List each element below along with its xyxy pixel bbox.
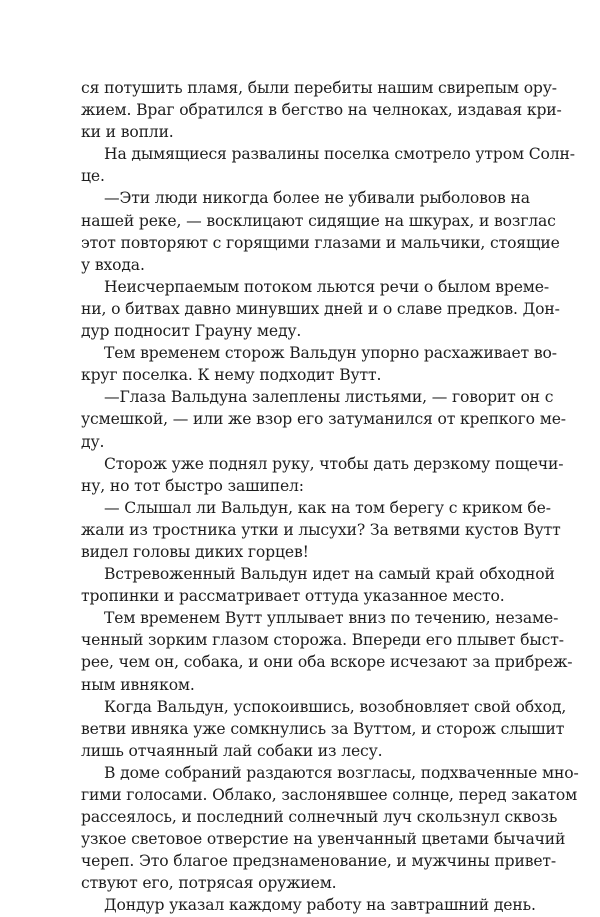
text-line: тропинки и рассматривает оттуда указанное место. [81, 587, 505, 606]
text-line: рее, чем он, собака, и они оба вскоре исчезают за прибреж- [81, 653, 573, 672]
text-line: лишь отчаянный лай собаки из лесу. [81, 741, 383, 760]
text-line: жали из тростника утки и лысухи? За ветвями кустов Вутт [81, 520, 561, 539]
book-page-text [81, 77, 579, 917]
text-line: нашей реке, — восклицают сидящие на шкурах, и возглас [81, 211, 556, 230]
paragraph-start-line: — Слышал ли Вальдун, как на том берегу с криком бе- [104, 498, 551, 517]
text-line: ки и вопли. [81, 123, 174, 142]
paragraph-start-line: В доме собраний раздаются возгласы, подхваченные мно- [104, 763, 579, 782]
text-line: ся потушить пламя, были перебиты нашим свирепым ору- [81, 79, 557, 97]
text-line: гими голосами. Облако, заслонявшее солнце, перед закатом [81, 786, 578, 804]
text-line: усмешкой, — или же взор его затуманился от крепкого ме- [81, 410, 566, 429]
text-line: этот повторяют с горящими глазами и мальчики, стоящие [81, 233, 560, 252]
paragraph-start-line: Неисчерпаемым потоком льются речи о былом време- [104, 277, 549, 296]
text-line: ченный зорким глазом сторожа. Впереди его плывет быст- [81, 631, 564, 650]
text-line: ду. [81, 432, 105, 451]
text-line: круг поселка. К нему подходит Вутт. [81, 366, 382, 385]
text-line: ветви ивняка уже сомкнулись за Вуттом, и сторож слышит [81, 719, 565, 738]
text-line: жием. Враг обратился в бегство на челноках, издавая кри- [81, 101, 562, 120]
paragraph-start-line: Когда Вальдун, успокоившись, возобновляет свой обход, [104, 697, 567, 716]
text-line: видел головы диких горцев! [81, 542, 309, 561]
paragraph-start-line: —Глаза Вальдуна залеплены листьями, — говорит он с [104, 388, 554, 407]
paragraph-start-line: Встревоженный Вальдун идет на самый край обходной [104, 565, 555, 584]
paragraph-start-line: Тем временем Вутт уплывает вниз по течению, незаме- [104, 609, 559, 628]
text-line: ну, но тот быстро зашипел: [81, 476, 304, 495]
paragraph-start-line: Дондур указал каждому работу на завтрашний день. [104, 896, 536, 915]
text-line: це. [81, 167, 105, 186]
text-line: череп. Это благое предзнаменование, и мужчины привет- [81, 852, 557, 871]
text-line: дур подносит Грауну меду. [81, 322, 302, 341]
paragraph-start-line: На дымящиеся развалины поселка смотрело утром Солн- [104, 145, 575, 164]
text-line: ни, о битвах давно минувших дней и о славе предков. Дон- [81, 299, 560, 318]
text-line: ным ивняком. [81, 675, 195, 694]
text-line: ствуют его, потрясая оружием. [81, 874, 337, 893]
paragraph-start-line: Тем временем сторож Вальдун упорно расхаживает во- [104, 344, 557, 363]
paragraph-start-line: —Эти люди никогда более не убивали рыболовов на [104, 189, 530, 208]
paragraph-start-line: Сторож уже поднял руку, чтобы дать дерзкому пощечи- [104, 454, 564, 473]
text-line: рассеялось, и последний солнечный луч скользнул сквозь [81, 808, 558, 827]
text-line: узкое световое отверстие на увенчанный цветами бычачий [81, 830, 566, 849]
text-line: у входа. [81, 255, 145, 274]
